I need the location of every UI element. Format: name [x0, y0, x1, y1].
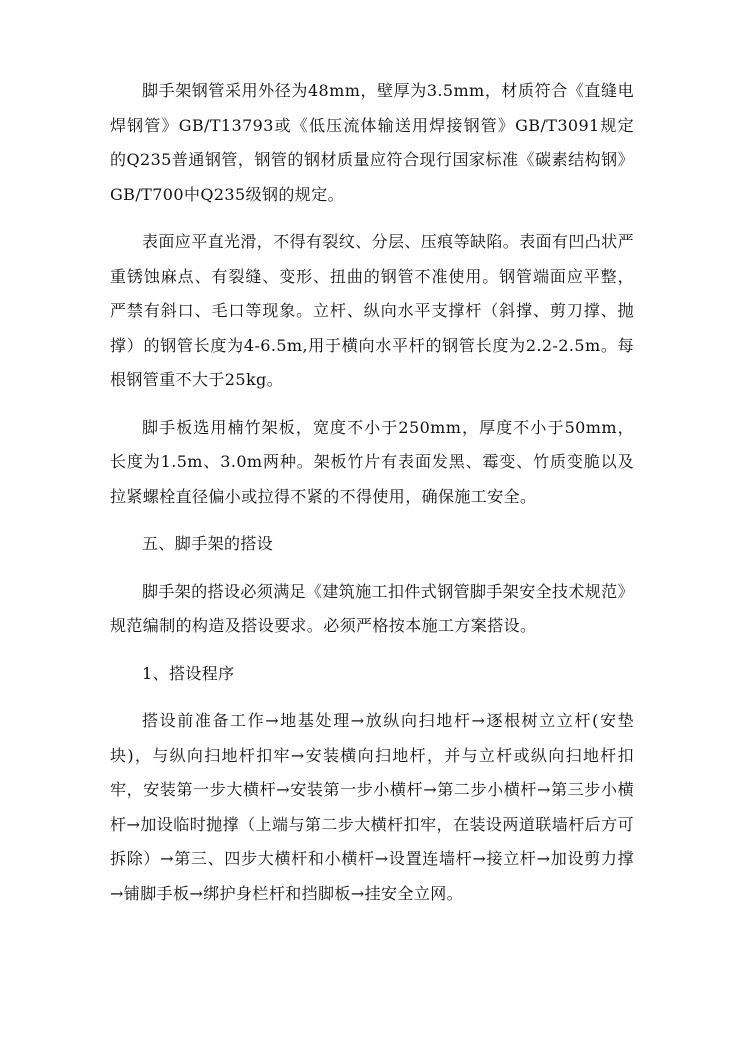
paragraph-erection-procedure: 搭设前准备工作→地基处理→放纵向扫地杆→逐根树立立杆(安垫块)，与纵向扫地杆扣牢→安装横向扫地杆，并与立杆或纵向扫地杆扣牢，安装第一步大横杆→安装第一步小横杆→第二步小横杆→第三步小横杆→加设临时抛撑（上端与第二步大横杆扣牢，在装设两道联墙杆后方可拆除）→第三、四步大横杆和小横杆→设置连墙杆→接立杆→加设剪力撑→铺脚手板→绑护身栏杆和挡脚板→挂安全立网。	[110, 711, 634, 903]
section-heading-erection: 五、脚手架的搭设	[142, 534, 274, 553]
paragraph-scaffold-board-spec: 脚手板选用楠竹架板，宽度不小于250mm，厚度不小于50mm，长度为1.5m、3.0m两种。架板竹片有表面发黑、霉变、竹质变脆以及拉紧螺栓直径偏小或拉得不紧的不得使用，确保施工安全。	[110, 417, 634, 506]
paragraph-steel-pipe-spec: 脚手架钢管采用外径为48mm，壁厚为3.5mm，材质符合《直缝电焊钢管》GB/T13793或《低压流体输送用焊接钢管》GB/T3091规定的Q235普通钢管，钢管的钢材质量应符合现行国家标准《碳素结构钢》GB/T700中Q235级钢的规定。	[110, 81, 634, 204]
paragraph-erection-requirements: 脚手架的搭设必须满足《建筑施工扣件式钢管脚手架安全技术规范》规范编制的构造及搭设要求。必须严格按本施工方案搭设。	[110, 581, 635, 635]
subsection-heading-procedure: 1、搭设程序	[142, 663, 235, 683]
paragraph-pipe-surface-requirements: 表面应平直光滑，不得有裂纹、分层、压痕等缺陷。表面有凹凸状严重锈蚀麻点、有裂缝、变形、扭曲的钢管不准使用。钢管端面应平整，严禁有斜口、毛口等现象。立杆、纵向水平支撑杆（斜撑、剪刀撑、抛撑）的钢管长度为4-6.5m,用于横向水平杆的钢管长度为2.2-2.5m。每根钢管重不大于25kg。	[110, 232, 635, 389]
